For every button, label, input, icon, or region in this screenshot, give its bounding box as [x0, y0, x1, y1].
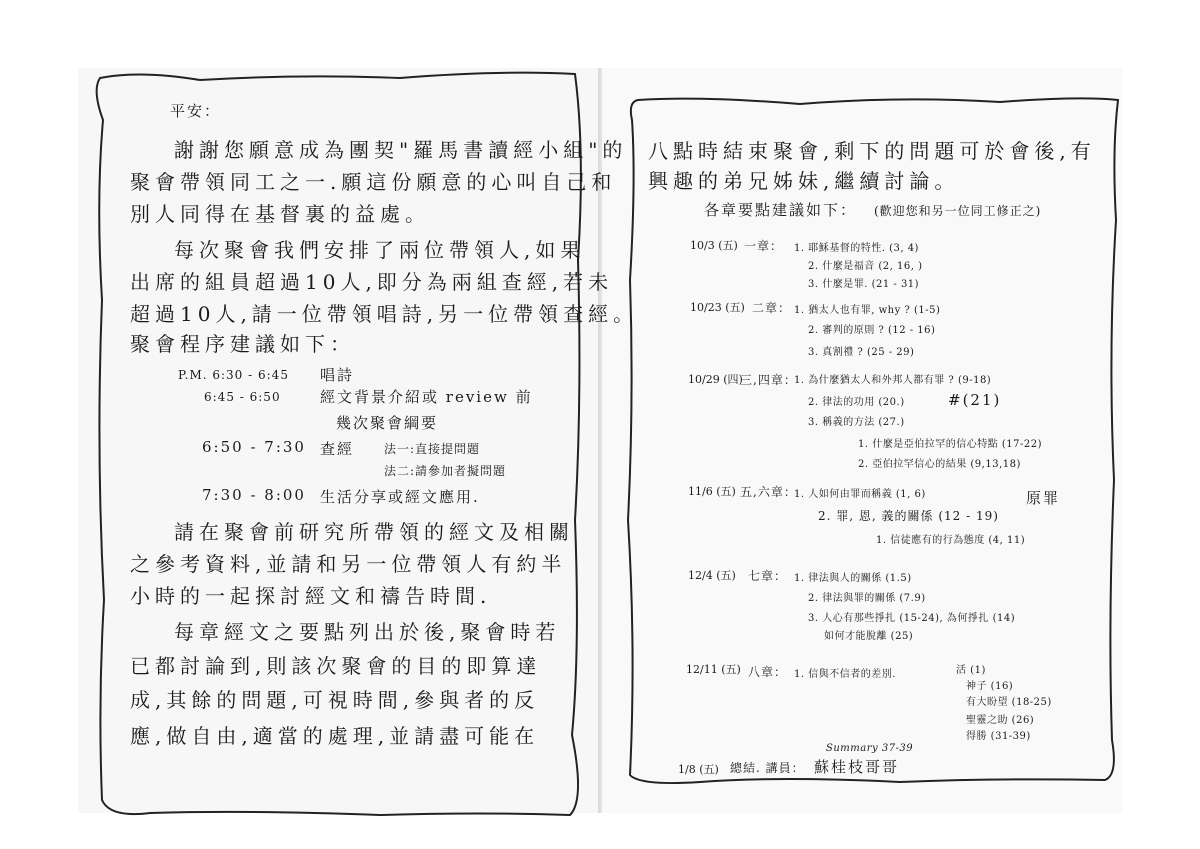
schedule-note: 法二:請參加者擬問題 [384, 464, 507, 478]
session-point: 2. 什麼是福音 (2, 16, ) [808, 261, 923, 272]
session-chapter: 八章： [748, 665, 788, 679]
session-chapter: 五,六章： [740, 485, 797, 499]
session-extra: 得勝 (31-39) [966, 731, 1031, 742]
session-subpoint: 1. 什麼是亞伯拉罕的信心特點 (17-22) [858, 439, 1043, 450]
paragraph-line: 超過10人,請一位帶領唱詩,另一位帶領查經。 [130, 302, 639, 326]
session-point: 1. 人如何由罪而稱義 (1, 6) [794, 489, 926, 500]
schedule-note: 法一:直接提問題 [384, 442, 481, 456]
session-chapter: 三,四章： [740, 373, 797, 387]
schedule-item: 幾次聚會綱要 [336, 414, 439, 432]
final-text: 總結. 講員： [730, 761, 805, 775]
session-subpoint: 1. 信徒應有的行為態度 (4, 11) [876, 535, 1026, 546]
session-point: 2. 律法與罪的關係 (7.9) [808, 593, 926, 604]
section-heading: 各章要點建議如下： [704, 201, 858, 219]
section-heading-note: (歡迎您和另一位同工修正之) [874, 204, 1042, 218]
intro-line: 八點時結束聚會,剩下的問題可於會後,有 [648, 139, 1096, 163]
session-point: 3. 人心有那些掙扎 (15-24), 為何掙扎 (14) [808, 613, 1016, 624]
session-point: 2. 審判的原則 ? (12 - 16) [808, 325, 936, 336]
speaker-name: 蘇桂枝哥哥 [814, 758, 900, 776]
schedule-item: 生活分享或經文應用. [320, 488, 480, 506]
session-point: 1. 猶太人也有罪, why ? (1-5) [794, 305, 941, 316]
schedule-time: 6:45 - 6:50 [204, 390, 281, 404]
schedule-item: 唱詩 [320, 366, 355, 384]
paragraph-line: 聚會帶領同工之一.願這份願意的心叫自己和 [130, 170, 617, 194]
final-date: 1/8 (五) [678, 763, 719, 776]
session-point: 3. 真割禮 ? (25 - 29) [808, 347, 915, 358]
schedule-time: P.M. 6:30 - 6:45 [178, 368, 289, 382]
closing-line: 之參考資料,並請和另一位帶領人有約半 [130, 552, 567, 576]
session-date: 10/3 (五) [690, 239, 738, 252]
closing-line: 已都討論到,則該次聚會的目的即算達 [130, 654, 542, 678]
session-point: 如何才能脫離 (25) [824, 631, 914, 642]
margin-mark: 原罪 [1026, 489, 1061, 507]
left-page [108, 100, 639, 790]
session-point: 1. 律法與人的關係 (1.5) [794, 573, 912, 584]
paragraph-line: 別人同得在基督裏的益處。 [130, 202, 430, 226]
paragraph-line: 出席的組員超過10人,即分為兩組查經,若未 [130, 270, 614, 294]
closing-line: 成,其餘的問題,可視時間,參與者的反 [130, 688, 540, 712]
session-date: 12/11 (五) [686, 663, 741, 676]
closing-line: 小時的一起探討經文和禱告時間. [130, 584, 492, 608]
intro-line: 興趣的弟兄姊妹,繼續討論。 [648, 169, 960, 193]
schedule-time: 7:30 - 8:00 [202, 486, 306, 504]
session-extra: 神子 (16) [966, 681, 1014, 692]
summary-note: Summary 37-39 [826, 743, 914, 754]
closing-line: 每章經文之要點列出於後,聚會時若 [174, 620, 561, 644]
session-chapter: 二章： [752, 301, 792, 315]
session-extra: 聖靈之助 (26) [966, 715, 1035, 726]
margin-mark: #(21) [948, 391, 1002, 409]
closing-line: 應,做自由,適當的處理,並請盡可能在 [130, 724, 540, 748]
session-point: 3. 什麼是罪. (21 - 31) [808, 279, 920, 290]
paragraph-line: 聚會程序建議如下： [130, 332, 355, 356]
schedule-time: 6:50 - 7:30 [202, 438, 306, 456]
session-date: 10/23 (五) [690, 301, 745, 314]
schedule-item: 經文背景介紹或 review 前 [320, 388, 533, 406]
session-point: 1. 耶穌基督的特性. (3, 4) [794, 243, 919, 254]
session-date: 12/4 (五) [688, 569, 736, 582]
session-point: 1. 信與不信者的差別. [794, 669, 896, 680]
greeting: 平安： [170, 102, 222, 120]
session-chapter: 一章： [744, 239, 784, 253]
session-point: 3. 稱義的方法 (27.) [808, 417, 905, 428]
session-extra: 有大盼望 (18-25) [966, 697, 1052, 708]
paragraph-line: 謝謝您願意成為團契"羅馬書讀經小組"的 [174, 138, 628, 162]
session-subpoint: 2. 亞伯拉罕信心的結果 (9,13,18) [858, 459, 1021, 470]
paragraph-line: 每次聚會我們安排了兩位帶領人,如果 [174, 238, 586, 262]
session-date: 10/29 (四) [688, 373, 743, 386]
session-point: 2. 罪, 恩, 義的關係 (12 - 19) [818, 509, 999, 523]
schedule-item: 查經 [320, 440, 355, 458]
right-page [648, 115, 1098, 775]
session-date: 11/6 (五) [688, 485, 736, 498]
session-point: 1. 為什麼猶太人和外邦人都有罪 ? (9-18) [794, 375, 992, 386]
closing-line: 請在聚會前研究所帶領的經文及相關 [174, 520, 574, 544]
session-point: 2. 律法的功用 (20.) [808, 397, 905, 408]
session-extra: 活 (1) [956, 665, 986, 676]
session-chapter: 七章： [748, 569, 788, 583]
